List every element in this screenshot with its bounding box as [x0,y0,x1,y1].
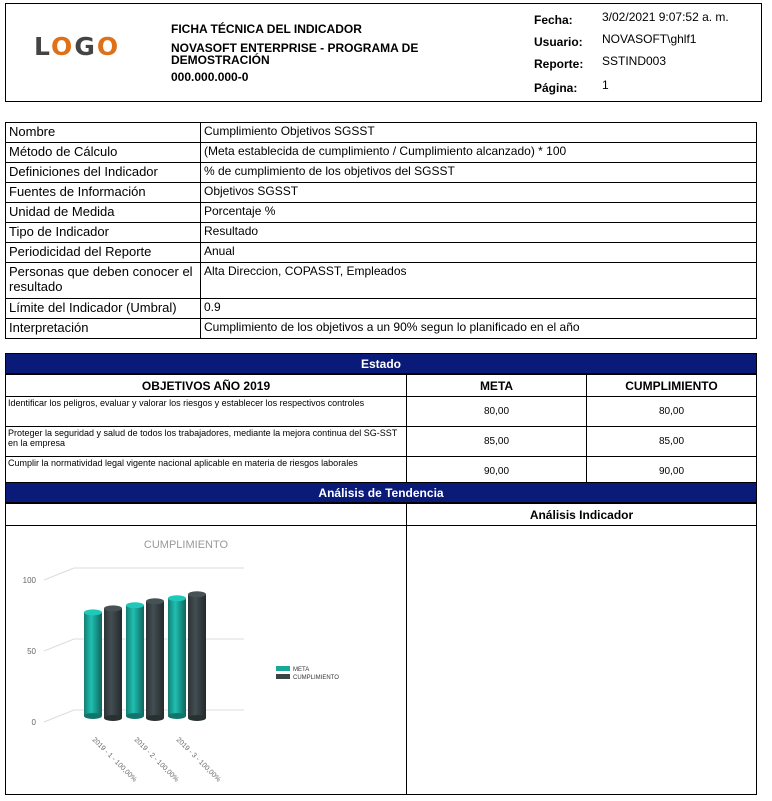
x-tick-label: 2019 - 2 - 100,00% [132,736,180,784]
info-label: Periodicidad del Reporte [6,243,201,263]
col-cumplimiento: CUMPLIMIENTO [587,375,757,397]
objetivo-meta-cell: 85,00 [407,427,587,457]
legend-swatch [276,674,290,679]
y-tick-label: 0 [31,718,36,727]
gridline [44,568,74,580]
chart-svg [6,526,406,796]
bar [104,608,122,718]
bar-base [84,713,102,719]
info-label: Nombre [6,123,201,143]
company-nit: 000.000.000-0 [171,70,249,84]
col-objetivos: OBJETIVOS AÑO 2019 [6,375,407,397]
objetivo-cumplimiento-cell: 90,00 [587,457,757,487]
info-value: % de cumplimiento de los objetivos del SGSST [201,163,757,183]
x-tick-label: 2019 - 3 - 100,00% [174,736,222,784]
objetivo-meta-cell: 90,00 [407,457,587,487]
info-row [6,319,757,339]
info-label: Unidad de Medida [6,203,201,223]
y-tick-label: 100 [22,576,36,585]
usuario-label: Usuario: [534,35,583,49]
reporte-label: Reporte: [534,57,584,71]
info-row [6,263,757,299]
info-value: Cumplimiento Objetivos SGSST [201,123,757,143]
objetivo-objetivo-cell: Cumplir la normatividad legal vigente nacional aplicable en materia de riesgos laborales [6,457,407,487]
legend-swatch [276,666,290,671]
bar-base [126,713,144,719]
bar-top [146,598,164,604]
objetivo-objetivo-cell: Proteger la seguridad y salud de todos los trabajadores, mediante la mejora continua del SG-SST en la empresa [6,427,407,457]
pagina-value: 1 [602,78,609,92]
bar [126,605,144,716]
bar-base [104,715,122,721]
info-row [6,163,757,183]
fecha-value: 3/02/2021 9:07:52 a. m. [602,10,729,24]
info-row [6,143,757,163]
bar-top [84,609,102,615]
bar-top [126,602,144,608]
info-label: Fuentes de Información [6,183,201,203]
info-label: Límite del Indicador (Umbral) [6,299,201,319]
bar-top [168,595,186,601]
gridline [44,710,74,722]
col-meta: META [407,375,587,397]
x-tick-label: 2019 - 1 - 100,00% [90,736,138,784]
divider [406,504,407,794]
cumplimiento-chart [6,526,406,796]
objetivo-cumplimiento-cell: 80,00 [587,397,757,427]
info-row [6,203,757,223]
bar-top [188,591,206,597]
pagina-label: Página: [534,81,578,95]
info-value: Anual [201,243,757,263]
bar-top [104,605,122,611]
report-header [5,3,762,102]
tendencia-band: Análisis de Tendencia [5,482,757,503]
info-row [6,299,757,319]
report-title: FICHA TÉCNICA DEL INDICADOR [171,22,362,36]
indicator-info-table [5,122,757,339]
info-label: Tipo de Indicador [6,223,201,243]
company-name: NOVASOFT ENTERPRISE - PROGRAMA DE DEMOSTRACIÓN [171,41,419,67]
info-value: Objetivos SGSST [201,183,757,203]
objetivo-row [6,427,757,457]
info-value: Alta Direccion, COPASST, Empleados [201,263,757,299]
gridline [44,639,74,651]
legend-label: CUMPLIMIENTO [293,675,339,681]
bar [146,601,164,718]
info-value: Porcentaje % [201,203,757,223]
y-tick-label: 50 [27,647,36,656]
info-label: Interpretación [6,319,201,339]
usuario-value: NOVASOFT\ghlf1 [602,32,697,46]
objetivo-meta-cell: 80,00 [407,397,587,427]
info-value: 0.9 [201,299,757,319]
info-label: Personas que deben conocer el resultado [6,263,201,299]
chart-title: CUMPLIMIENTO [143,539,229,551]
trend-section [5,503,757,795]
bar-base [168,713,186,719]
legend-label: META [293,667,310,673]
bar [168,598,186,716]
bar-base [188,715,206,721]
info-row [6,223,757,243]
header-title-block [171,23,491,83]
info-value: (Meta establecida de cumplimiento / Cumplimiento alcanzado) * 100 [201,143,757,163]
fecha-label: Fecha: [534,13,573,27]
analisis-indicador-title: Análisis Indicador [406,504,757,526]
info-label: Definiciones del Indicador [6,163,201,183]
info-row [6,243,757,263]
bar [188,594,206,718]
objetivo-objetivo-cell: Identificar los peligros, evaluar y valorar los riesgos y establecer los respectivos controles [6,397,407,427]
objetivo-cumplimiento-cell: 85,00 [587,427,757,457]
info-value: Cumplimiento de los objetivos a un 90% segun lo planificado en el año [201,319,757,339]
info-value: Resultado [201,223,757,243]
bar [84,612,102,716]
reporte-value: SSTIND003 [602,54,667,68]
company-logo: LOGO [34,32,121,61]
objetivos-table [5,374,757,487]
estado-band: Estado [5,353,757,374]
info-row [6,183,757,203]
info-row [6,123,757,143]
bar-base [146,715,164,721]
objetivo-row [6,397,757,427]
info-label: Método de Cálculo [6,143,201,163]
